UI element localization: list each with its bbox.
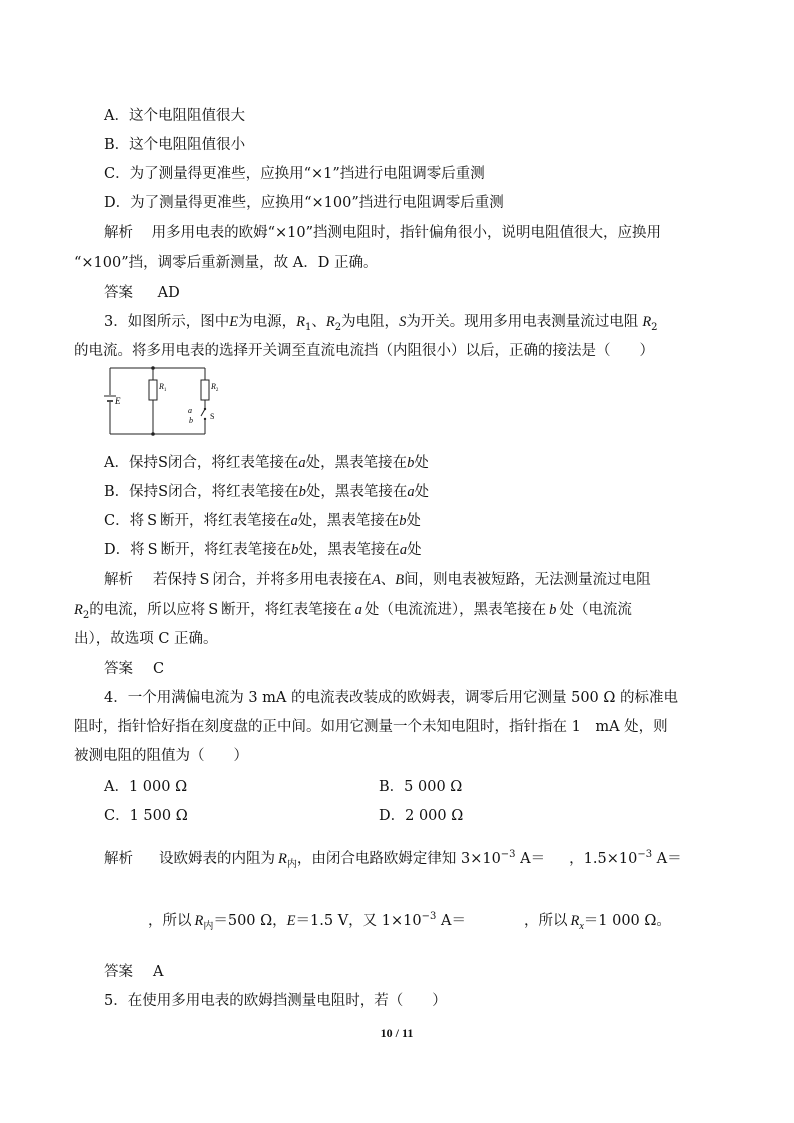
var-r-sub: 内: [203, 920, 214, 932]
exponent: −3: [500, 849, 516, 861]
var-r2: R: [642, 314, 652, 330]
q2-option-b: B．这个电阻阻值很小: [104, 137, 246, 153]
analysis-text: ＝500 Ω，: [213, 913, 287, 929]
answer-value: C: [153, 661, 165, 677]
terminal-a: [204, 408, 206, 410]
q4-option-a: A．1 000 Ω: [104, 779, 188, 795]
var-rx: R: [570, 913, 580, 929]
var: b: [298, 484, 306, 500]
answer-value: A: [153, 964, 164, 980]
analysis-text: A＝: [652, 851, 682, 867]
var-s: S: [158, 484, 169, 500]
opt-text: 处，黑表笔接在: [298, 542, 400, 558]
var-s: S: [199, 572, 210, 588]
q3-option-c: [104, 511, 421, 531]
exponent: −3: [421, 911, 437, 923]
var-r2: R: [325, 314, 335, 330]
var-r1: R: [296, 314, 305, 330]
circuit-diagram: [100, 366, 225, 438]
opt-text: 处: [414, 484, 430, 500]
q4-stem-line3: 被测电阻的阻值为（ ）: [74, 748, 248, 764]
label-r1: $R_1$: [159, 382, 167, 393]
var: a: [354, 602, 362, 618]
q2-analysis-line1: [104, 223, 661, 243]
q3-option-b: [104, 482, 429, 502]
junction-dot: [151, 432, 155, 436]
q2-option-c: C．为了测量得更准些，应换用“×1”挡进行电阻调零后重测: [104, 166, 485, 182]
analysis-text: 用多用电表的欧姆“×10”挡测电阻时，指针偏角很小，说明电阻值很大，应换用: [151, 225, 662, 241]
var-s: S: [157, 455, 168, 471]
q2-answer: [104, 283, 180, 303]
label-s: S: [210, 412, 215, 421]
label-e: E: [115, 396, 121, 406]
analysis-label: 解析: [104, 572, 133, 588]
analysis-text: 设欧姆表的内阻为: [159, 851, 275, 867]
analysis-text: 闭合，并将多用电表接在: [212, 572, 372, 588]
var: b: [407, 455, 415, 471]
analysis-text: ，1.5×10: [569, 851, 638, 867]
opt-text: B．保持: [104, 484, 159, 500]
opt-text: 处，黑表笔接在: [305, 484, 408, 500]
analysis-text: ＝1 000 Ω。: [583, 913, 671, 929]
q3-option-a: [104, 453, 429, 473]
opt-text: 断开，将红表笔接在: [160, 542, 292, 558]
analysis-text: 的电流，所以应将: [89, 602, 206, 618]
analysis-text: ，所以: [523, 913, 568, 929]
opt-text: 断开，将红表笔接在: [160, 513, 291, 529]
var-r2-sub: 2: [651, 321, 658, 333]
q4-stem-line1: 4．一个用满偏电流为 3 mA 的电流表改装成的欧姆表，调零后用它测量 500 Ω 的标准电: [104, 690, 679, 706]
q3-analysis-line1: [104, 570, 651, 590]
var: a: [407, 484, 415, 500]
q3-analysis-line3: 出），故选项 C 正确。: [74, 631, 218, 647]
var-s: S: [208, 602, 219, 618]
terminal-b: [204, 418, 206, 420]
q3-text: 为电源，: [238, 314, 297, 330]
opt-text: A．保持: [104, 455, 158, 471]
q3-text: 为电阻，: [341, 314, 400, 330]
opt-text: 闭合，将红表笔接在: [168, 484, 299, 500]
analysis-text: ，所以: [148, 913, 192, 929]
var-r-sub: 内: [286, 858, 297, 870]
opt-text: 处: [407, 542, 422, 558]
analysis-text: 、: [380, 572, 396, 588]
opt-text: 闭合，将红表笔接在: [167, 455, 299, 471]
q4-analysis-line1: [104, 849, 682, 869]
var-rx-sub: x: [579, 920, 584, 932]
q2-analysis-line2: “×100”挡，调零后重新测量，故 A．D 正确。: [74, 255, 378, 271]
var-s: S: [147, 542, 158, 558]
analysis-text: A＝: [436, 913, 466, 929]
opt-text: 处，黑表笔接在: [297, 513, 400, 529]
q4-option-c: C．1 500 Ω: [104, 808, 188, 824]
opt-text: 处: [414, 455, 429, 471]
var-a: A: [371, 572, 381, 588]
var-r2: R: [74, 602, 83, 618]
analysis-label: 解析: [104, 851, 133, 867]
opt-text: D．将: [104, 542, 145, 558]
analysis-text: 断开，将红表笔接在: [221, 602, 352, 618]
label-r2: $R_2$: [211, 382, 219, 393]
q5-stem-line1: 5．在使用多用电表的欧姆挡测量电阻时，若（ ）: [104, 993, 447, 1009]
q3-analysis-line2: [74, 600, 632, 620]
var-e: E: [286, 913, 296, 929]
q2-option-a: A．这个电阻阻值很大: [104, 108, 245, 124]
var: b: [291, 542, 299, 558]
q4-stem-line2: 阻时，指针恰好指在刻度盘的正中间。如用它测量一个未知电阻时，指针指在 1 mA 处，则: [74, 719, 668, 735]
var-r2-sub: 2: [82, 609, 90, 621]
q3-option-d: [104, 540, 422, 560]
var-b: B: [395, 572, 405, 588]
var-s: S: [399, 314, 407, 330]
var-s: S: [147, 513, 158, 529]
var: a: [399, 542, 408, 558]
analysis-text: 处（电流流进），黑表笔接在: [364, 602, 547, 618]
q3-answer: [104, 659, 164, 679]
q4-option-b: B．5 000 Ω: [379, 779, 463, 795]
q3-text: 3．如图所示，图中: [104, 314, 230, 330]
answer-value: AD: [157, 285, 180, 301]
analysis-text: 处（电流流: [559, 602, 632, 618]
q4-answer: [104, 962, 163, 982]
var-r2-sub: 2: [334, 321, 342, 333]
var-r: R: [194, 913, 204, 929]
var: a: [290, 513, 298, 529]
answer-label: 答案: [104, 661, 133, 677]
page-number: 10 / 11: [380, 1026, 414, 1040]
analysis-label: 解析: [104, 225, 133, 241]
var-e: E: [229, 314, 239, 330]
q3-text: 为开关。现用多用电表测量流过电阻: [406, 314, 639, 330]
analysis-text: A＝: [515, 851, 546, 867]
opt-text: 处: [406, 513, 422, 529]
analysis-text: 间，则电表被短路，无法测量流过电阻: [404, 572, 651, 588]
var: a: [298, 455, 306, 471]
q3-stem-line2: 的电流。将多用电表的选择开关调至直流电流挡（内阻很小）以后，正确的接法是（ ）: [74, 343, 654, 359]
label-a: a: [188, 406, 192, 415]
opt-text: C．将: [104, 513, 145, 529]
exponent: −3: [637, 849, 653, 861]
var: b: [399, 513, 407, 529]
analysis-text: ＝1.5 V，又 1×10: [295, 913, 422, 929]
q3-text: 、: [311, 314, 326, 330]
var-r1-sub: 1: [304, 321, 312, 333]
var: b: [549, 602, 557, 618]
var-r: R: [278, 851, 287, 867]
answer-label: 答案: [104, 285, 133, 301]
opt-text: 处，黑表笔接在: [305, 455, 408, 471]
answer-label: 答案: [104, 964, 133, 980]
analysis-text: 若保持: [153, 572, 197, 588]
q2-option-d: D．为了测量得更准些，应换用“×100”挡进行电阻调零后重测: [104, 195, 504, 211]
analysis-text: ，由闭合电路欧姆定律知 3×10: [296, 851, 501, 867]
junction-dot: [151, 366, 155, 370]
label-b: b: [189, 416, 193, 425]
q4-option-d: D．2 000 Ω: [379, 808, 464, 824]
q3-stem-line1: [104, 312, 658, 332]
q4-analysis-line2: [148, 911, 671, 931]
